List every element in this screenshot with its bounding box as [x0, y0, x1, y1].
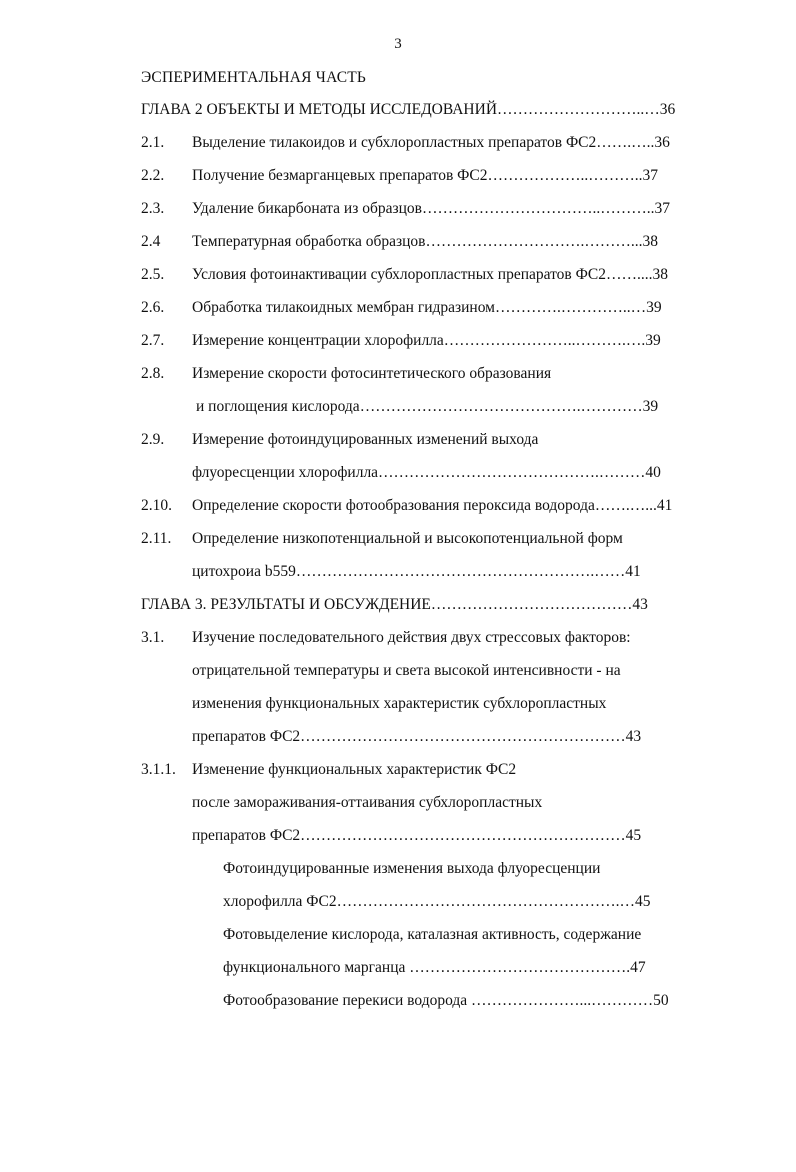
- toc-entry: [141, 331, 661, 351]
- toc-text: ГЛАВА 3. РЕЗУЛЬТАТЫ И ОБСУЖДЕНИЕ…………………………………43: [141, 596, 648, 613]
- toc-text: изменения функциональных характеристик субхлоропластных: [192, 695, 607, 712]
- toc-text: Изучение последовательного действия двух стрессовых факторов:: [192, 629, 631, 646]
- toc-text: Определение низкопотенциальной и высокопотенциальной форм: [192, 530, 623, 547]
- toc-entry: [141, 364, 551, 384]
- toc-entry-continuation: [192, 727, 641, 747]
- toc-text: Фотоиндуцированные изменения выхода флуоресценции: [223, 860, 601, 877]
- toc-text: и поглощения кислорода…………………………………….…………39: [196, 398, 659, 415]
- toc-number: 2.3.: [141, 200, 165, 217]
- toc-text: цитохроиа b559………………………………………………….……41: [192, 563, 641, 580]
- toc-text: Температурная обработка образцов………………………….………...38: [192, 233, 658, 250]
- toc-text: Выделение тилакоидов и субхлоропластных препаратов ФС2…….…..36: [192, 134, 670, 151]
- toc-text: Измерение концентрации хлорофилла……………………..……….….39: [192, 332, 661, 349]
- toc-entry: [141, 496, 672, 516]
- toc-entry-chapter-3: [141, 595, 648, 615]
- toc-text: Фотовыделение кислорода, каталазная активность, содержание: [223, 926, 642, 943]
- toc-entry-continuation: [192, 793, 542, 813]
- toc-entry: [141, 298, 662, 318]
- toc-text: после замораживания-оттаивания субхлоропластных: [192, 794, 543, 811]
- toc-number: 2.9.: [141, 431, 165, 448]
- toc-entry: [141, 265, 668, 285]
- toc-number: 2.7.: [141, 332, 165, 349]
- toc-number: 3.1.1.: [141, 761, 176, 778]
- toc-subentry-continuation: [223, 892, 651, 912]
- toc-text: ГЛАВА 2 ОБЪЕКТЫ И МЕТОДЫ ИССЛЕДОВАНИЙ………………………..…36: [141, 101, 676, 118]
- page-number: 3: [394, 36, 402, 52]
- toc-text: препаратов ФС2………………………………………………………45: [192, 827, 642, 844]
- toc-entry-continuation: [192, 826, 641, 846]
- toc-entry: [141, 628, 631, 648]
- toc-text: Измерение фотоиндуцированных изменений выхода: [192, 431, 539, 448]
- toc-subentry-continuation: [223, 958, 646, 978]
- toc-subentry: [223, 991, 669, 1011]
- toc-entry: [141, 166, 658, 186]
- toc-text: Определение скорости фотообразования пероксида водорода…….…...41: [192, 497, 673, 514]
- toc-text: Удаление бикарбоната из образцов……………………………..………..37: [192, 200, 670, 217]
- toc-text: функционального марганца …………………………………….47: [223, 959, 646, 976]
- toc-entry-continuation: [192, 562, 641, 582]
- toc-entry-chapter-2: [141, 100, 675, 120]
- toc-entry: [141, 529, 623, 549]
- toc-text: Изменение функциональных характеристик ФС2: [192, 761, 517, 778]
- toc-text: Получение безмарганцевых препаратов ФС2………………..………..37: [192, 167, 658, 184]
- toc-number: 2.1.: [141, 134, 165, 151]
- toc-text: Условия фотоинактивации субхлоропластных препаратов ФС2……....38: [192, 266, 668, 283]
- toc-text: препаратов ФС2………………………………………………………43: [192, 728, 642, 745]
- toc-number: 2.5.: [141, 266, 165, 283]
- toc-entry-continuation: [196, 397, 658, 417]
- toc-text: Фотообразование перекиси водорода …………………...…………50: [223, 992, 669, 1009]
- toc-number: 2.10.: [141, 497, 172, 514]
- toc-entry: [141, 133, 670, 153]
- toc-number: 2.11.: [141, 530, 172, 547]
- toc-number: 2.2.: [141, 167, 165, 184]
- toc-text: хлорофилла ФС2……………………………………………….…45: [223, 893, 651, 910]
- toc-entry: [141, 199, 670, 219]
- toc-number: 2.6.: [141, 299, 165, 316]
- toc-subentry: [223, 925, 641, 945]
- toc-text: Измерение скорости фотосинтетического образования: [192, 365, 552, 382]
- toc-entry: [141, 232, 658, 252]
- toc-entry-continuation: [192, 694, 606, 714]
- toc-number: 2.8.: [141, 365, 165, 382]
- toc-entry-continuation: [192, 661, 621, 681]
- toc-number: 3.1.: [141, 629, 165, 646]
- toc-entry-continuation: [192, 463, 661, 483]
- toc-text: отрицательной температуры и света высокой интенсивности - на: [192, 662, 621, 679]
- toc-number: 2.4: [141, 233, 161, 250]
- toc-text: флуоресценции хлорофилла…………………………………….………40: [192, 464, 661, 481]
- toc-text: Обработка тилакоидных мембран гидразином………….…………..…39: [192, 299, 662, 316]
- toc-entry: [141, 430, 538, 450]
- toc-subentry: [223, 859, 600, 879]
- toc-entry: [141, 760, 516, 780]
- section-header: ЭСПЕРИМЕНТАЛЬНАЯ ЧАСТЬ: [141, 69, 366, 86]
